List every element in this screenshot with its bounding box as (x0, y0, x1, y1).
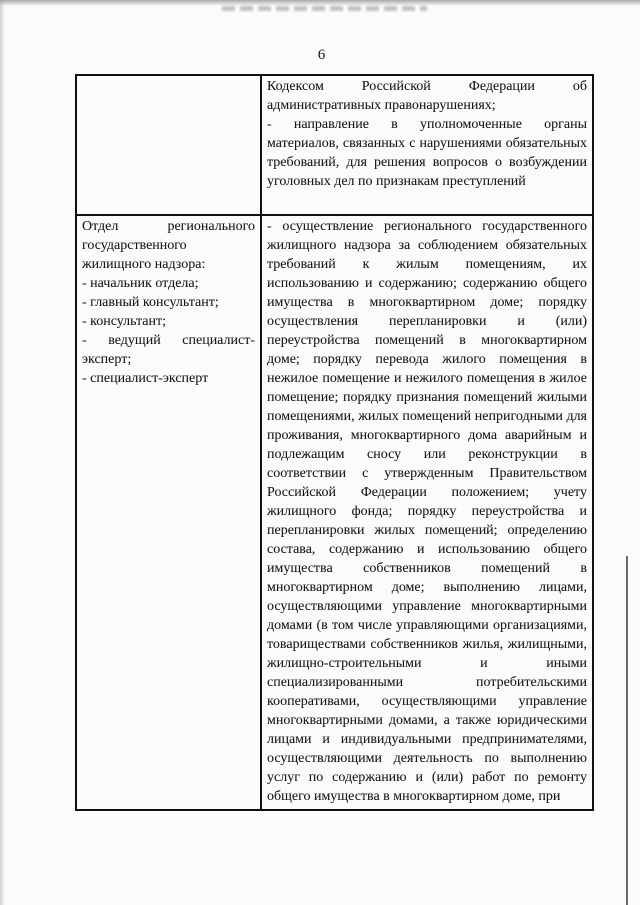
table-row-continuation (76, 75, 593, 215)
scan-vertical-line-artifact (626, 556, 628, 905)
scan-blurred-header-artifact (222, 6, 427, 11)
staff-list-item: - консультант; (82, 314, 166, 329)
document-table (75, 74, 594, 811)
paragraph: Кодексом Российской Федерации об административных правонарушениях; (267, 79, 587, 113)
cell-department-functions (261, 215, 593, 810)
table-row-department (76, 215, 593, 810)
cell-continuation-text (261, 75, 593, 215)
cell-empty-left (76, 75, 261, 215)
cell-department-staff (76, 215, 261, 810)
page-number: 6 (317, 47, 326, 63)
paragraph: - осуществление регионального государственного жилищного надзора за соблюдением обязательных требований к жилым помещениям, их использованию и содержанию; содержанию общего имущества в многоквартирном доме; порядку осуществления перепланировки и (или) переустройства помещений в многоквартирном доме; порядку перевода жилого помещения в нежилое помещение и нежилого помещения в жилое помещение; порядку признания помещений жилыми помещениями, жилых помещений непригодными для проживания, многоквартирного дома аварийным и подлежащим сносу или реконструкции в соответствии с утвержденным Правительством Российской Федерации положением; учету жилищного фонда; порядку переустройства и перепланировки жилых помещений; определению состава, содержанию и использованию общего имущества собственников помещений в многоквартирном доме; выполнению лицами, осуществляющими управление многоквартирными домами (в том числе управляющими организациями, товариществами собственников жилья, жилищными, жилищно-строительными и иными специализированными потребительскими кооперативами, осуществляющими управление многоквартирными домами, а также юридическими лицами и индивидуальными предпринимателями, осуществляющими деятельность по выполнению услуг по содержанию и (или) работ по ремонту общего имущества в многоквартирном доме, при (267, 219, 587, 804)
scan-edge-shade-left (0, 0, 5, 905)
paragraph: - направление в уполномоченные органы материалов, связанных с нарушениями обязательных требований, для решения вопросов о возбуждении уголовных дел по признакам преступлений (267, 117, 587, 189)
staff-list-item: - ведущий специалист-эксперт; (82, 333, 255, 367)
department-title: Отдел регионального государственного жилищного надзора: (82, 219, 255, 272)
staff-list-item: - специалист-эксперт (82, 371, 209, 386)
staff-list-item: - главный консультант; (82, 295, 219, 310)
staff-list-item: - начальник отдела; (82, 276, 199, 291)
